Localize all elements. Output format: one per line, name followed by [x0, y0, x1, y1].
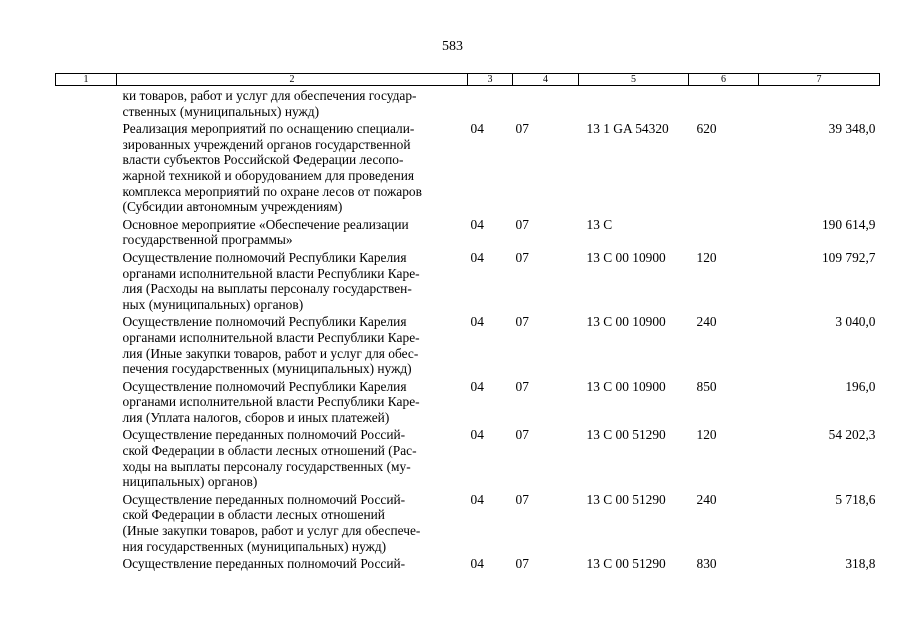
- item-name-line: Осуществление полномочий Республики Карелия: [122, 378, 407, 394]
- header-col-3: 3: [468, 74, 513, 86]
- amount-cell: 54 202,3: [828, 427, 876, 443]
- section-code-cell: 04: [470, 314, 484, 330]
- item-name-line: ственных (муниципальных) нужд): [122, 103, 320, 119]
- item-name-line: лия (Расходы на выплаты персоналу государствен-: [122, 281, 412, 297]
- item-name-line: Реализация мероприятий по оснащению специали-: [122, 121, 415, 137]
- table-row: [56, 379, 880, 428]
- item-name-cell: [117, 427, 468, 491]
- amount-cell: 318,8: [845, 556, 876, 572]
- item-name-line: ской Федерации в области лесных отношений: [122, 507, 385, 523]
- expense-type-cell: 240: [696, 491, 717, 507]
- table-row: [56, 556, 880, 574]
- target-article-cell: 13 С 00 51290: [586, 427, 666, 443]
- header-col-1: 1: [56, 74, 117, 86]
- subsection-code-cell: 07: [515, 556, 529, 572]
- amount-cell: 5 718,6: [835, 491, 876, 507]
- item-name-line: (Иные закупки товаров, работ и услуг для обеспече-: [122, 523, 421, 539]
- header-row: [56, 74, 880, 86]
- item-name-cell: [117, 379, 468, 428]
- item-name-line: комплекса мероприятий по охране лесов от пожаров: [122, 183, 422, 199]
- item-name-line: зированных учреждений органов государственной: [122, 136, 411, 152]
- subsection-code-cell: 07: [515, 121, 529, 137]
- budget-table: [55, 73, 880, 574]
- amount-cell: 196,0: [845, 378, 876, 394]
- table-row: [56, 217, 880, 250]
- subsection-code-cell: 07: [515, 491, 529, 507]
- item-name-line: Осуществление полномочий Республики Карелия: [122, 249, 407, 265]
- item-name-cell: [117, 250, 468, 314]
- item-name-line: лия (Уплата налогов, сборов и иных платежей): [122, 409, 390, 425]
- section-code-cell: 04: [470, 427, 484, 443]
- subsection-code-cell: [513, 86, 579, 122]
- table-row: [56, 121, 880, 217]
- target-article-cell: [579, 86, 689, 122]
- row-number-cell: [56, 250, 117, 314]
- item-name-line: ных (муниципальных) органов): [122, 296, 304, 312]
- item-name-cell: [117, 86, 468, 122]
- target-article-cell: 13 С 00 51290: [586, 556, 666, 572]
- header-col-4: 4: [513, 74, 579, 86]
- section-code-cell: 04: [470, 491, 484, 507]
- subsection-code-cell: 07: [515, 427, 529, 443]
- target-article-cell: 13 1 GA 54320: [586, 121, 669, 137]
- item-name-line: органами исполнительной власти Республики Каре-: [122, 329, 420, 345]
- item-name-line: ской Федерации в области лесных отношений (Рас-: [122, 443, 417, 459]
- table-row: [56, 314, 880, 378]
- header-col-5: 5: [579, 74, 689, 86]
- table-row: [56, 492, 880, 556]
- item-name-line: власти субъектов Российской Федерации лесопо-: [122, 152, 404, 168]
- section-code-cell: 04: [470, 378, 484, 394]
- subsection-code-cell: 07: [515, 216, 529, 232]
- expense-type-cell: 240: [696, 314, 717, 330]
- section-code-cell: 04: [470, 556, 484, 572]
- row-number-cell: [56, 492, 117, 556]
- expense-type-cell: 850: [696, 378, 717, 394]
- amount-cell: 3 040,0: [835, 314, 876, 330]
- section-code-cell: 04: [470, 121, 484, 137]
- expense-type-cell: 830: [696, 556, 717, 572]
- item-name-line: Осуществление полномочий Республики Карелия: [122, 314, 407, 330]
- item-name-cell: [117, 121, 468, 217]
- subsection-code-cell: 07: [515, 378, 529, 394]
- subsection-code-cell: 07: [515, 249, 529, 265]
- target-article-cell: 13 С 00 10900: [586, 378, 666, 394]
- header-col-6: 6: [689, 74, 759, 86]
- item-name-line: Осуществление переданных полномочий Россий-: [122, 556, 406, 572]
- item-name-cell: [117, 556, 468, 574]
- row-number-cell: [56, 121, 117, 217]
- section-code-cell: 04: [470, 216, 484, 232]
- table-row: [56, 250, 880, 314]
- item-name-cell: [117, 314, 468, 378]
- item-name-line: государственной программы»: [122, 232, 293, 248]
- expense-type-cell: 620: [696, 121, 717, 137]
- item-name-line: Осуществление переданных полномочий Россий-: [122, 427, 406, 443]
- amount-cell: [759, 86, 880, 122]
- table-row: [56, 86, 880, 122]
- row-number-cell: [56, 427, 117, 491]
- row-number-cell: [56, 556, 117, 574]
- row-number-cell: [56, 314, 117, 378]
- target-article-cell: 13 С 00 10900: [586, 249, 666, 265]
- target-article-cell: 13 С: [586, 216, 613, 232]
- item-name-line: Основное мероприятие «Обеспечение реализации: [122, 216, 409, 232]
- expense-type-cell: [689, 86, 759, 122]
- header-col-2: 2: [117, 74, 468, 86]
- amount-cell: 39 348,0: [828, 121, 876, 137]
- section-code-cell: [468, 86, 513, 122]
- header-col-7: 7: [759, 74, 880, 86]
- target-article-cell: 13 С 00 10900: [586, 314, 666, 330]
- row-number-cell: [56, 217, 117, 250]
- item-name-cell: [117, 217, 468, 250]
- amount-cell: 190 614,9: [821, 216, 876, 232]
- item-name-line: ходы на выплаты персоналу государственных (му-: [122, 458, 411, 474]
- expense-type-cell: 120: [696, 427, 717, 443]
- item-name-line: жарной техникой и оборудованием для проведения: [122, 167, 415, 183]
- row-number-cell: [56, 379, 117, 428]
- table-header: [56, 74, 880, 86]
- item-name-line: ниципальных) органов): [122, 474, 258, 490]
- page-number: 583: [442, 39, 463, 54]
- expense-type-cell: 120: [696, 249, 717, 265]
- item-name-cell: [117, 492, 468, 556]
- expense-type-cell: [689, 217, 759, 250]
- section-code-cell: 04: [470, 249, 484, 265]
- subsection-code-cell: 07: [515, 314, 529, 330]
- item-name-line: органами исполнительной власти Республики Каре-: [122, 394, 420, 410]
- target-article-cell: 13 С 00 51290: [586, 491, 666, 507]
- item-name-line: органами исполнительной власти Республики Каре-: [122, 265, 420, 281]
- amount-cell: 109 792,7: [821, 249, 876, 265]
- item-name-line: лия (Иные закупки товаров, работ и услуг для обес-: [122, 345, 419, 361]
- item-name-line: печения государственных (муниципальных) нужд): [122, 361, 412, 377]
- item-name-line: ки товаров, работ и услуг для обеспечения государ-: [122, 88, 417, 103]
- item-name-line: Осуществление переданных полномочий Россий-: [122, 491, 406, 507]
- table-body: [56, 86, 880, 574]
- table-row: [56, 427, 880, 491]
- item-name-line: (Субсидии автономным учреждениям): [122, 199, 343, 215]
- item-name-line: ния государственных (муниципальных) нужд): [122, 538, 387, 554]
- row-number-cell: [56, 86, 117, 122]
